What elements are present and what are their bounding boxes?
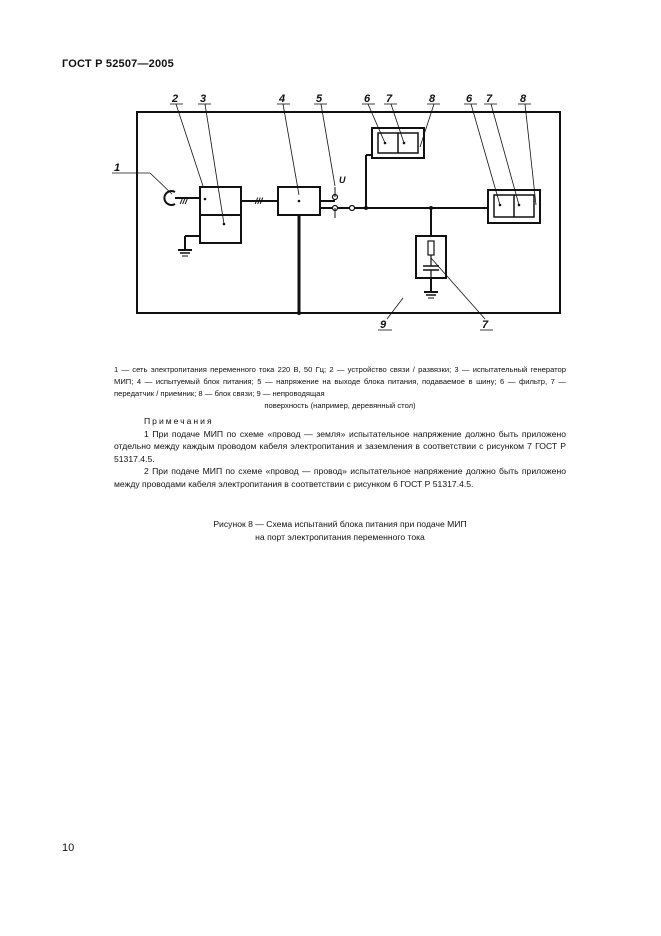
label-2: 2 <box>172 93 179 105</box>
label-6-right: 6 <box>466 93 473 105</box>
figure-legend <box>114 364 566 412</box>
figure-caption <box>114 518 566 543</box>
label-8-right: 8 <box>520 93 527 105</box>
label-8-upper: 8 <box>429 93 436 105</box>
label-4: 4 <box>279 93 286 105</box>
test-setup-diagram <box>0 0 661 360</box>
label-6-upper: 6 <box>364 93 371 105</box>
label-7-lower: 7 <box>482 319 489 331</box>
label-5: 5 <box>316 93 323 105</box>
surge-generator-block <box>200 215 241 243</box>
note-2: 2 При подаче МИП по схеме «провод — провод» испытательное напряжение должно быть приложено между проводами кабеля электропитания в соответствии с рисунком 6 ГОСТ Р 51317.4.5. <box>114 466 566 489</box>
notes-section <box>114 415 566 490</box>
label-7-right: 7 <box>486 93 493 105</box>
label-7-upper: 7 <box>386 93 393 105</box>
caption-line-1: Рисунок 8 — Схема испытаний блока питания при подаче МИП <box>213 519 467 529</box>
legend-last-line: поверхность (например, деревянный стол) <box>264 401 416 410</box>
label-9: 9 <box>380 319 387 331</box>
notes-title: Примечания <box>144 416 214 426</box>
page-number: 10 <box>62 842 75 854</box>
label-voltage-u: U <box>339 175 346 185</box>
label-1: 1 <box>114 162 121 174</box>
document-header: ГОСТ Р 52507—2005 <box>62 58 174 70</box>
cable-marks-mid: /// <box>255 196 263 206</box>
legend-text: 1 — сеть электропитания переменного тока 220 В, 50 Гц; 2 — устройство связи / развязки; 3 — испытательный генератор МИП; 4 — испытуемый блок питания; 5 — напряжение на выходе блока питания, подаваемое в шину; 6 — фильтр, 7 — передатчик / приемник; 8 — блок связи; 9 — непроводящая <box>114 365 566 398</box>
label-3: 3 <box>200 93 207 105</box>
cable-marks-left: /// <box>180 196 188 206</box>
mains-plug-icon <box>164 191 175 205</box>
note-1: 1 При подаче МИП по схеме «провод — земля» испытательное напряжение должно быть приложено отдельно между каждым проводом кабеля электропитания и заземления в соответствии с рисунком 7 ГОСТ Р 51317.4.5. <box>114 428 566 464</box>
caption-line-2: на порт электропитания переменного тока <box>255 531 425 542</box>
